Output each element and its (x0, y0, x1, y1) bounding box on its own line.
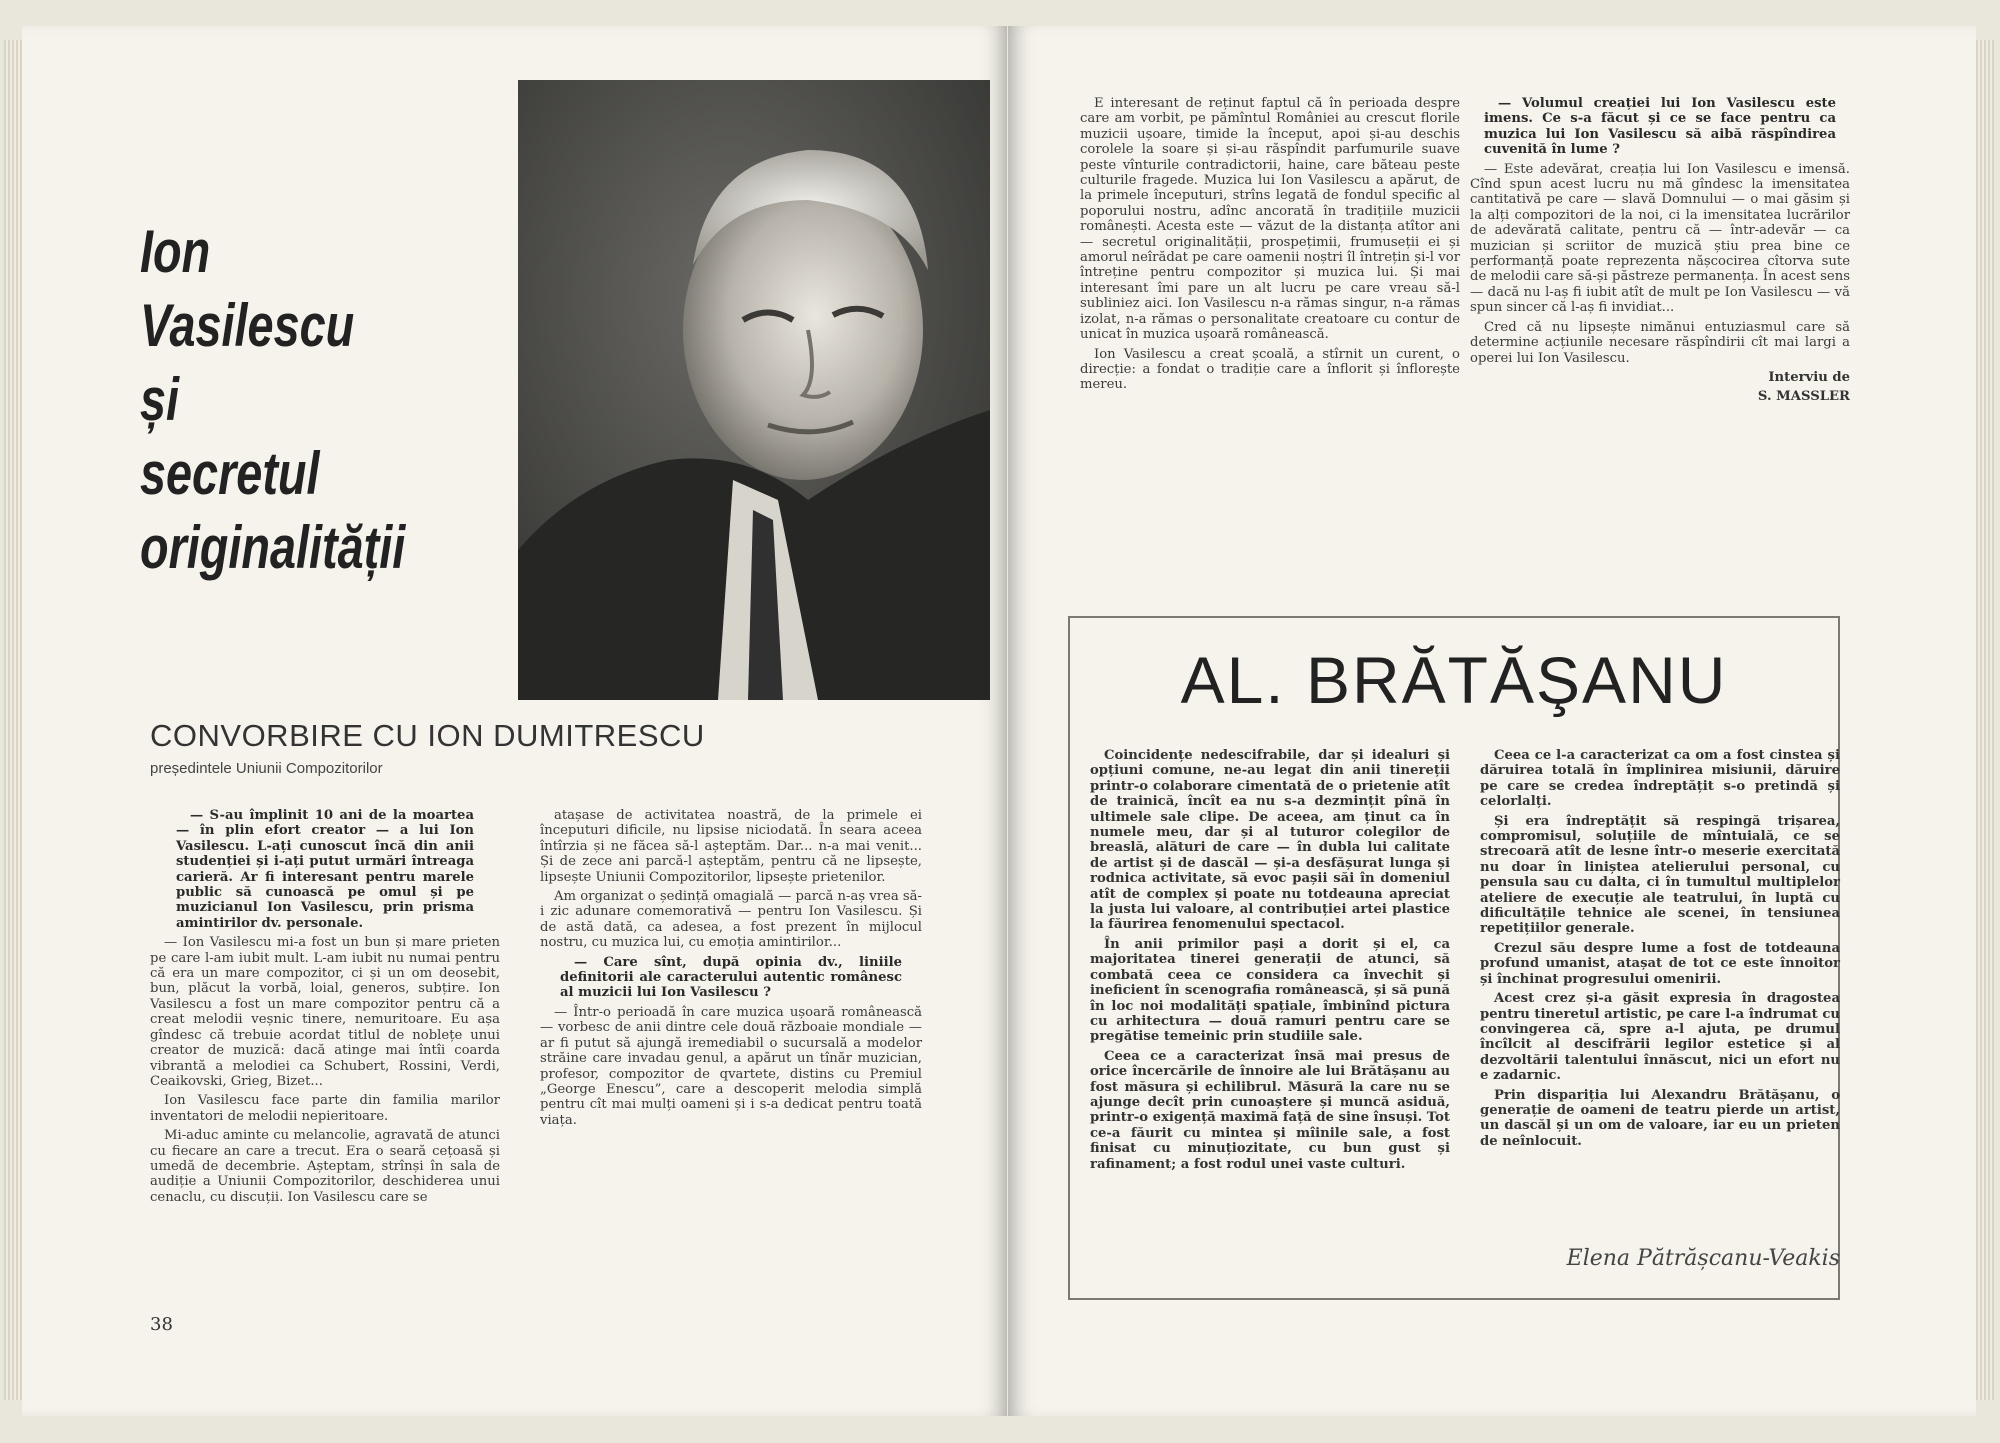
title-line: originalității (140, 514, 406, 581)
obituary-paragraph: Acest crez și-a găsit expresia în dragostea pentru tineretul artistic, pe care l-a îndrumat cu convingerea că, spre a-l ajuta, pe drumul încîlcit al descifrării legilor estetice și al dezvoltării talentului înnăscut, nici un efort nu e zadarnic. (1480, 991, 1840, 1084)
answer-paragraph: Cred că nu lipsește nimănui entuziasmul care să determine acțiunile necesare răspîndirii cît mai largi a operei lui Ion Vasilescu. (1470, 319, 1850, 366)
question-paragraph: — S-au împlinit 10 ani de la moartea — în plin efort creator — a lui Ion Vasilescu. L-ați cunoscut încă din anii studenției și i-ați putut urmări întreaga carieră. Ar fi interesant pentru marele public să cunoască pe omul și pe muzicianul Ion Vasilescu, prin prisma amintirilor dv. personale. (176, 808, 474, 931)
answer-paragraph: Ion Vasilescu a creat școală, a stîrnit un curent, o direcție: a fondat o tradiție care a înflorit și înflorește mereu. (1080, 346, 1460, 393)
answer-paragraph: Ion Vasilescu face parte din familia marilor inventatori de melodii nepieritoare. (150, 1093, 500, 1124)
answer-paragraph: — Într-o perioadă în care muzica ușoară românească — vorbesc de anii dintre cele două războaie mondiale — ar fi putut să ajungă iremediabil o sucursală a modelor străine care invadau genul, a apărut un tînăr muzician, profesor, compozitor de qvartete, distins cu Premiul „George Enescu”, care a descoperit melodia simplă pentru cît mai mulți oameni și i s-a dedicat pentru toată viața. (540, 1004, 922, 1128)
obituary-column-2 (1480, 748, 1840, 1149)
portrait-photo (518, 80, 990, 700)
interview-signature: S. MASSLER (1757, 389, 1850, 405)
title-line: Vasilescu (140, 292, 355, 359)
obituary-title: AL. BRĂTĂŞANU (1180, 643, 1728, 717)
left-column-2 (540, 808, 922, 1128)
interview-heading: CONVORBIRE CU ION DUMITRESCU (150, 718, 705, 753)
title-line: Ion (140, 218, 211, 285)
question-paragraph: — Care sînt, după opinia dv., liniile definitorii ale caracterului autentic românesc al muzicii lui Ion Vasilescu ? (560, 954, 902, 1001)
obituary-paragraph: Ceea ce a caracterizat însă mai presus de orice încercările de înnoire ale lui Brătășanu au fost măsura și echilibrul. Măsură la care nu se ajunge decît prin cunoaștere și muncă asiduă, printr-o exigență maximă față de sine însuși. Tot ce-a făurit cu mintea și mîinile sale, a fost finisat cu minuțiozitate, cu bun gust și rafinament; a fost rodul unei vaste culturi. (1090, 1048, 1450, 1172)
obituary-paragraph: Prin dispariția lui Alexandru Brătășanu, o generație de oameni de teatru pierde un artist, un dascăl și un om de valoare, iar eu un prieten de neînlocuit. (1480, 1087, 1840, 1149)
right-column-2 (1470, 96, 1850, 405)
page-number: 38 (150, 1314, 173, 1335)
answer-paragraph: E interesant de reținut faptul că în perioada despre care am vorbit, pe pămîntul României au crescut florile muzicii ușoare, timide la început, apoi și-au deschis corolele la soare și și-au răspîndit parfumurile suave peste vînturile contradictorii, haine, care băteau peste culturile fragede. Muzica lui Ion Vasilescu a apărut, de la primele începuturi, strîns legată de fondul specific al poporului nostru, adînc ancorată în tradițiile muzicii românești. Acesta este — văzut de la distanța atîtor ani — secretul originalității, prospețimii, frumuseții ei și amorul neîrădat pe care oamenii noștri îl întrețin și-l vor întreține pentru compozitor și muzica lui. Și mai interesant îmi pare un alt lucru pe care vreau să-l subliniez aici. Ion Vasilescu n-a rămas singur, n-a rămas izolat, n-a rămas o personalitate creatoare cu contur de unicat în muzica ușoară românească. (1080, 96, 1460, 343)
left-column-1 (150, 808, 500, 1205)
question-paragraph: — Volumul creației lui Ion Vasilescu este imens. Ce s-a făcut și ce se face pentru ca muzica lui Ion Vasilescu să aibă răspîndirea cuvenită în lume ? (1484, 96, 1836, 158)
obituary-author: Elena Pătrășcanu-Veakis (1566, 1246, 1840, 1271)
answer-paragraph: Mi-aduc aminte cu melancolie, agravată de atunci cu fiecare an care a trecut. Era o seară cețoasă și umedă de decembrie. Așteptam, strînși în sala de audiție a Uniunii Compozitorilor, deschiderea unui cenaclu, cu discuții. Ion Vasilescu care se (150, 1128, 500, 1205)
obituary-paragraph: Crezul său despre lume a fost de totdeauna profund umanist, atașat de tot ce este înnoitor și închinat progresului omenirii. (1480, 940, 1840, 987)
article-title (140, 215, 429, 585)
interview-subheading: președintele Uniunii Compozitorilor (150, 760, 383, 777)
page-edges-left (4, 40, 24, 1400)
title-line: și (140, 366, 180, 433)
answer-paragraph: — Este adevărat, creația lui Ion Vasilescu e imensă. Cînd spun acest lucru nu mă gîndesc la imensitatea cantitativă pe care — slavă Domnului — o mai găsim și la alți compozitori de la noi, ci la imensitatea lucrărilor de adevărată calitate, pentru că — într-adevăr — ca muzician și scriitor de muzică știu prea bine ce performanță poate reprezenta nășcocirea cîtorva sute de melodii care să-și păstreze permanența. În acest sens — dacă nu l-aș fi iubit atît de mult pe Ion Vasilescu — vă spun sincer că l-aș fi invidiat... (1470, 161, 1850, 316)
right-column-1 (1080, 96, 1460, 393)
answer-paragraph: — Ion Vasilescu mi-a fost un bun și mare prieten pe care l-am iubit mult. L-am iubit nu numai pentru că era un mare compozitor, ci și un om deosebit, bun, plăcut la vorbă, loial, generos, subțire. Ion Vasilescu a fost un mare compozitor pentru că a creat melodii veșnic tinere, nemuritoare. Eu așa gîndesc că trebuie acordat titlul de noblețe unui creator de muzică: dacă atinge mai întîi coarda vibrantă a melodiei ca Schubert, Rossini, Verdi, Ceaikovski, Grieg, Bizet... (150, 935, 500, 1089)
answer-paragraph: Am organizat o ședință omagială — parcă n-aș vrea să-i zic adunare comemorativă — pentru Ion Vasilescu. Și de astă dată, ca adesea, a fost prezent în mijlocul nostru, cu muzica lui, cu emoția amintirilor... (540, 889, 922, 951)
obituary-paragraph: Ceea ce l-a caracterizat ca om a fost cinstea și dăruirea totală în împlinirea misiunii, dăruire pe care se credea îndreptățit s-o pretindă și celorlalți. (1480, 748, 1840, 810)
obituary-paragraph: Și era îndreptățit să respingă trișarea, compromisul, soluțiile de mîntuială, ce se strecoară atît de lesne într-o meserie exercitată nu doar în liniștea atelierului personal, cu pensula sau cu dalta, ci în tumultul multiplelor ateliere de execuție ale teatrului, în luptă cu dificultățile tehnice ale scenei, în tensiunea repetițiilor generale. (1480, 813, 1840, 937)
interview-signature: Interviu de (1768, 369, 1850, 385)
obituary-paragraph: În anii primilor pași a dorit și el, ca majoritatea tinerei generații de atunci, să combată ceea ce considera ca învechit și ineficient în scenografia românească, și să pună în loc noi modalități spațiale, îmbinînd pictura cu arhitectura — două ramuri pentru care se pregătise temeinic prin studiile sale. (1090, 936, 1450, 1045)
title-line: secretul (140, 440, 320, 507)
portrait-image (518, 80, 990, 700)
answer-paragraph: atașase de activitatea noastră, de la primele ei începuturi dificile, nu lipsise niciodată. În seara aceea întîrzia și ne făcea să-l așteptăm. Dar... n-a mai venit... Și de zece ani parcă-l așteptăm, pentru că ne lipsește, lipsește Uniunii Compozitorilor, lipsește prietenilor. (540, 808, 922, 885)
obituary-paragraph: Coincidențe nedescifrabile, dar și idealuri și opțiuni comune, ne-au legat din anii tinereții printr-o colaborare cimentată de o prietenie atît de trainică, încît ea nu s-a dezmințit pînă în ultimele sale clipe. De aceea, am ținut ca în numele meu, dar și al tuturor colegilor de breaslă, alături de care — în dubla lui calitate de artist și de dascăl — și-a desfășurat lunga și rodnica activitate, să evoc pașii săi în domeniul atît de complex și poate nu totdeauna apreciat la justa lui valoare, al contribuției artei plastice la făurirea fenomenului spectacol. (1090, 748, 1450, 933)
obituary-column-1 (1090, 748, 1450, 1172)
page-edges-right (1976, 40, 1994, 1400)
